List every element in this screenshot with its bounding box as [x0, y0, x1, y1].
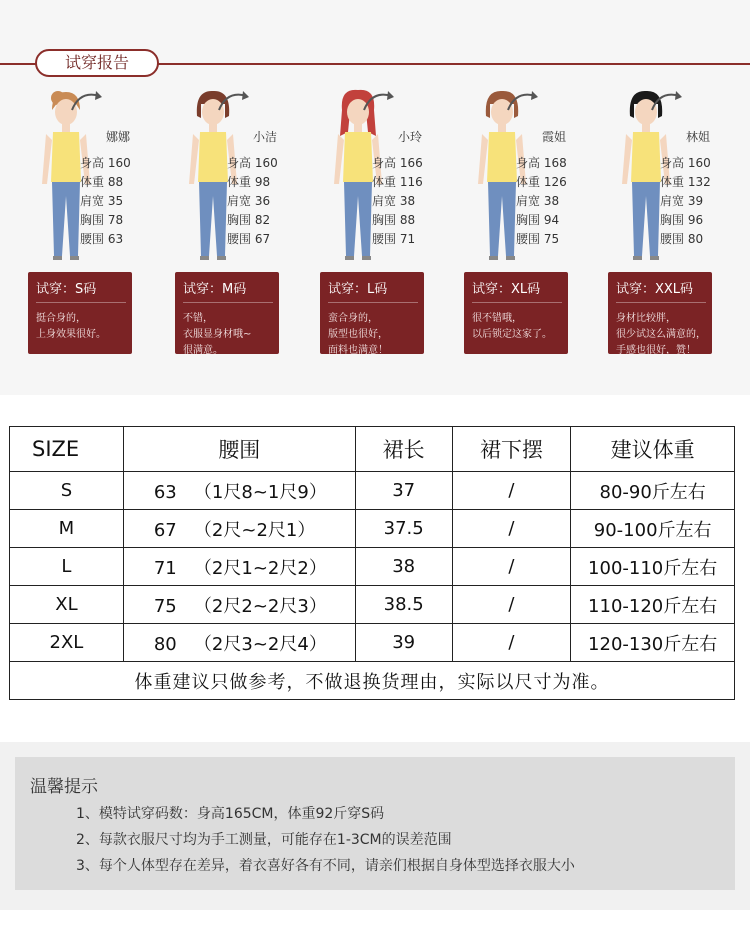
stat-weight: 体重 126: [516, 175, 567, 189]
model-name: 林姐: [686, 130, 711, 144]
arrow-icon: [504, 88, 544, 114]
size-table: [9, 426, 735, 700]
fit-review-text: 不错， 衣服显身材哦~ 很满意。: [183, 313, 252, 356]
arrow-icon: [360, 88, 400, 114]
model-stats: [80, 154, 131, 249]
table-footnote-row: [10, 662, 735, 700]
tried-size: 试穿：S码: [36, 278, 126, 303]
stat-chest: 胸围 94: [516, 213, 560, 227]
hem-cell: /: [452, 472, 571, 510]
table-row: [10, 548, 735, 586]
stat-shoulder: 肩宽 38: [372, 194, 416, 208]
table-row: [10, 624, 735, 662]
tips-item: 2、每款衣服尺寸均为手工测量，可能存在1-3CM的误差范围: [76, 832, 452, 848]
weight-cell: 100-110斤左右: [571, 548, 735, 586]
header-size: SIZE: [10, 427, 124, 472]
arrow-icon: [648, 88, 688, 114]
fit-review-card: [464, 272, 568, 354]
fit-review-card: [175, 272, 279, 354]
model-stats: [516, 154, 567, 249]
arrow-icon: [215, 88, 255, 114]
model-name: 娜娜: [106, 130, 131, 144]
header-length: 裙长: [355, 427, 452, 472]
size-cell: M: [10, 510, 124, 548]
stat-shoulder: 肩宽 36: [227, 194, 271, 208]
tips-title: 温馨提示: [30, 777, 98, 797]
model-name: 霞姐: [542, 130, 567, 144]
stat-chest: 胸围 96: [660, 213, 704, 227]
hem-cell: /: [452, 510, 571, 548]
arrow-icon: [68, 88, 108, 114]
length-cell: 38: [355, 548, 452, 586]
table-header-row: [10, 427, 735, 472]
stat-weight: 体重 116: [372, 175, 423, 189]
fit-review-card: [28, 272, 132, 354]
stat-height: 身高 160: [227, 156, 278, 170]
stat-height: 身高 160: [80, 156, 131, 170]
table-row: [10, 472, 735, 510]
model-stats: [660, 154, 711, 249]
model-stats: [372, 154, 423, 249]
waist-cell: 67 （2尺~2尺1）: [123, 510, 355, 548]
stat-height: 身高 168: [516, 156, 567, 170]
model-card: [28, 88, 168, 358]
tried-size: 试穿：L码: [328, 278, 418, 303]
header-hem: 裙下摆: [452, 427, 571, 472]
stat-shoulder: 肩宽 38: [516, 194, 560, 208]
model-name: 小洁: [253, 130, 278, 144]
hem-cell: /: [452, 586, 571, 624]
size-cell: S: [10, 472, 124, 510]
table-row: [10, 586, 735, 624]
size-cell: XL: [10, 586, 124, 624]
tips-item: 1、模特试穿码数：身高165CM，体重92斤穿S码: [76, 806, 385, 822]
tips-item: 3、每个人体型存在差异，着衣喜好各有不同，请亲们根据自身体型选择衣服大小: [76, 858, 575, 874]
stat-weight: 体重 98: [227, 175, 271, 189]
tried-size: 试穿：M码: [183, 278, 273, 303]
length-cell: 37: [355, 472, 452, 510]
stat-chest: 胸围 88: [372, 213, 416, 227]
model-stats: [227, 154, 278, 249]
model-card: [175, 88, 315, 358]
stat-waist: 腰围 80: [660, 232, 704, 246]
weight-cell: 120-130斤左右: [571, 624, 735, 662]
stat-weight: 体重 88: [80, 175, 124, 189]
waist-cell: 75 （2尺2~2尺3）: [123, 586, 355, 624]
hem-cell: /: [452, 624, 571, 662]
stat-waist: 腰围 71: [372, 232, 416, 246]
stat-chest: 胸围 82: [227, 213, 271, 227]
stat-waist: 腰围 67: [227, 232, 271, 246]
stat-shoulder: 肩宽 39: [660, 194, 704, 208]
hem-cell: /: [452, 548, 571, 586]
fit-review-card: [320, 272, 424, 354]
stat-height: 身高 166: [372, 156, 423, 170]
report-title: 试穿报告: [35, 49, 159, 77]
waist-cell: 63 （1尺8~1尺9）: [123, 472, 355, 510]
weight-cell: 80-90斤左右: [571, 472, 735, 510]
model-card: [608, 88, 748, 358]
header-waist: 腰围: [123, 427, 355, 472]
length-cell: 39: [355, 624, 452, 662]
model-card: [320, 88, 460, 358]
stat-height: 身高 160: [660, 156, 711, 170]
fit-review-text: 身材比较胖， 很少试这么满意的， 手感也很好，赞！: [616, 313, 706, 356]
table-footnote: 体重建议只做参考，不做退换货理由，实际以尺寸为准。: [10, 662, 735, 700]
model-card: [464, 88, 604, 358]
waist-cell: 80 （2尺3~2尺4）: [123, 624, 355, 662]
stat-weight: 体重 132: [660, 175, 711, 189]
waist-cell: 71 （2尺1~2尺2）: [123, 548, 355, 586]
header-weight: 建议体重: [571, 427, 735, 472]
fit-review-card: [608, 272, 712, 354]
stat-waist: 腰围 63: [80, 232, 124, 246]
size-cell: 2XL: [10, 624, 124, 662]
tried-size: 试穿：XXL码: [616, 278, 706, 303]
size-cell: L: [10, 548, 124, 586]
fit-review-text: 蛮合身的， 版型也很好， 面料也满意！: [328, 313, 388, 356]
stat-chest: 胸围 78: [80, 213, 124, 227]
tried-size: 试穿：XL码: [472, 278, 562, 303]
weight-cell: 110-120斤左右: [571, 586, 735, 624]
length-cell: 38.5: [355, 586, 452, 624]
stat-waist: 腰围 75: [516, 232, 560, 246]
length-cell: 37.5: [355, 510, 452, 548]
table-row: [10, 510, 735, 548]
fit-review-text: 挺合身的， 上身效果很好。: [36, 313, 106, 340]
model-name: 小玲: [398, 130, 423, 144]
weight-cell: 90-100斤左右: [571, 510, 735, 548]
stat-shoulder: 肩宽 35: [80, 194, 124, 208]
fit-review-text: 很不错哦， 以后锁定这家了。: [472, 313, 552, 340]
